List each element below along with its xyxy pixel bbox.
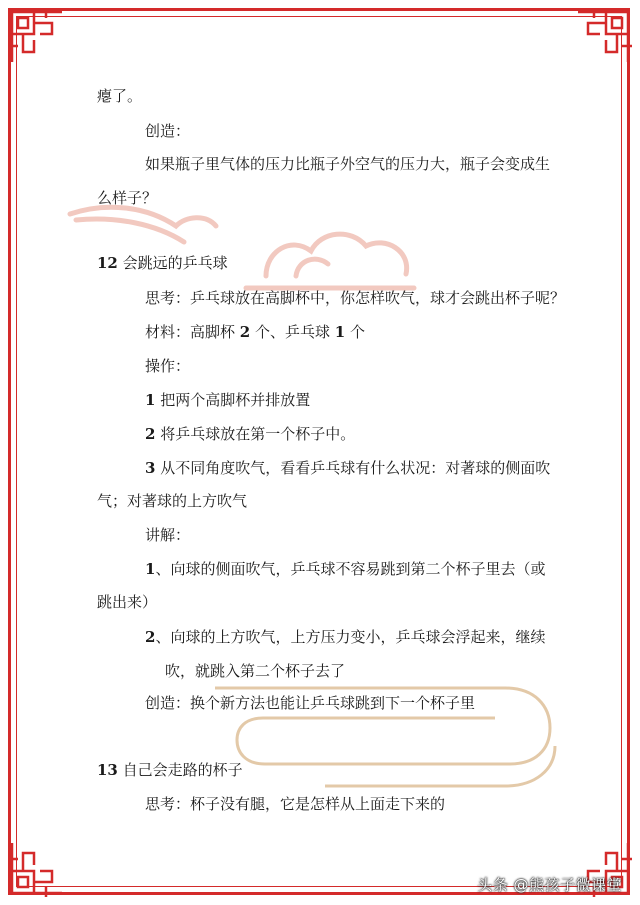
text-line: 操作： [145, 357, 191, 375]
step-number: 2 [145, 425, 156, 443]
text-line: 讲解： [145, 526, 191, 544]
text-line: 如果瓶子里气体的压力比瓶子外空气的压力大，瓶子会变成生 [145, 155, 551, 173]
text-line: 创造：换个新方法也能让乒乓球跳到下一个杯子里 [145, 694, 476, 712]
materials-line [145, 322, 365, 342]
text-line: 思考：杯子没有腿，它是怎样从上面走下来的 [145, 795, 446, 813]
text-span: 个 [345, 323, 365, 341]
step-text: 将乒乓球放在第一个杯子中。 [155, 425, 356, 443]
number-span: 1 [334, 323, 346, 341]
section-heading-12 [97, 253, 228, 273]
text-line: 吹，就跳入第二个杯子去了 [165, 662, 346, 680]
text-line: 跳出来） [97, 593, 158, 611]
section-title: 会跳远的乒乓球 [117, 254, 228, 272]
source-watermark: 头条 @熊孩子微课堂 [477, 876, 622, 894]
explain-number: 1 [145, 560, 156, 578]
section-number: 13 [97, 761, 118, 779]
explain-text: 、向球的上方吹气，上方压力变小，乒乓球会浮起来，继续 [155, 628, 546, 646]
section-title: 自己会走路的杯子 [117, 761, 243, 779]
number-span: 2 [239, 323, 251, 341]
step-number: 3 [145, 459, 156, 477]
text-span: 材料：高脚杯 [145, 323, 240, 341]
step-line [145, 390, 310, 410]
explain-text: 、向球的侧面吹气，乒乓球不容易跳到第二个杯子里去（或 [155, 560, 546, 578]
step-number: 1 [145, 391, 156, 409]
step-text: 把两个高脚杯并排放置 [155, 391, 311, 409]
text-line: 创造： [145, 122, 191, 140]
text-line: 思考：乒乓球放在高脚杯中，你怎样吹气，球才会跳出杯子呢？ [145, 289, 566, 307]
text-line: 瘪了。 [97, 87, 143, 105]
text-line: 么样子？ [97, 189, 158, 207]
section-number: 12 [97, 254, 118, 272]
text-line: 气；对著球的上方吹气 [97, 492, 248, 510]
explain-line [145, 627, 545, 647]
explain-number: 2 [145, 628, 156, 646]
section-heading-13 [97, 760, 243, 780]
step-line [145, 424, 355, 444]
step-line [145, 458, 550, 478]
explain-line [145, 559, 545, 579]
step-text: 从不同角度吹气，看看乒乓球有什么状况：对著球的侧面吹 [155, 459, 551, 477]
text-span: 个、乒乓球 [250, 323, 335, 341]
